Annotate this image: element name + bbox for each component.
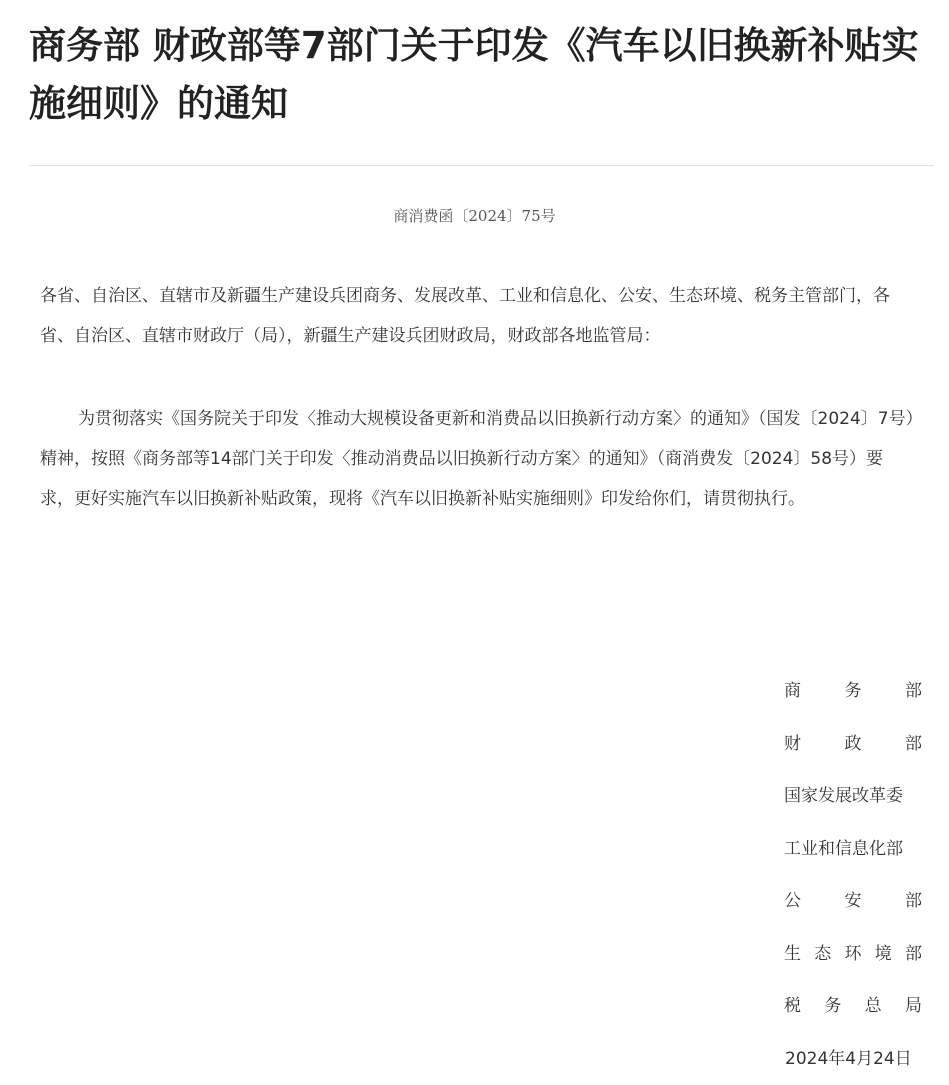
- title-divider: [29, 165, 934, 166]
- page-title: 商务部 财政部等7部门关于印发《汽车以旧换新补贴实施细则》的通知: [29, 17, 934, 133]
- signature-block: [784, 665, 924, 1085]
- signature-commerce: 商务部: [784, 665, 922, 718]
- signature-public-security: 公安部: [784, 875, 922, 928]
- signature-finance: 财政部: [784, 718, 922, 771]
- body-paragraph: 为贯彻落实《国务院关于印发〈推动大规模设备更新和消费品以旧换新行动方案〉的通知》（国发〔2024〕7号）精神，按照《商务部等14部门关于印发〈推动消费品以旧换新行动方案〉的通知》（商消费发〔2024〕58号）要求，更好实施汽车以旧换新补贴政策，现将《汽车以旧换新补贴实施细则》印发给你们，请贯彻执行。: [40, 399, 915, 519]
- signature-ndrc: 国家发展改革委: [784, 770, 924, 823]
- signature-miit: 工业和信息化部: [784, 823, 924, 876]
- signature-ecology: 生态环境部: [784, 928, 922, 981]
- addressee-paragraph: 各省、自治区、直辖市及新疆生产建设兵团商务、发展改革、工业和信息化、公安、生态环境、税务主管部门，各省、自治区、直辖市财政厅（局），新疆生产建设兵团财政局，财政部各地监管局：: [40, 276, 915, 356]
- document-number: 商消费函〔2024〕75号: [0, 203, 949, 229]
- signature-tax: 税务总局: [784, 980, 922, 1033]
- issue-date: 2024年4月24日: [785, 1033, 924, 1085]
